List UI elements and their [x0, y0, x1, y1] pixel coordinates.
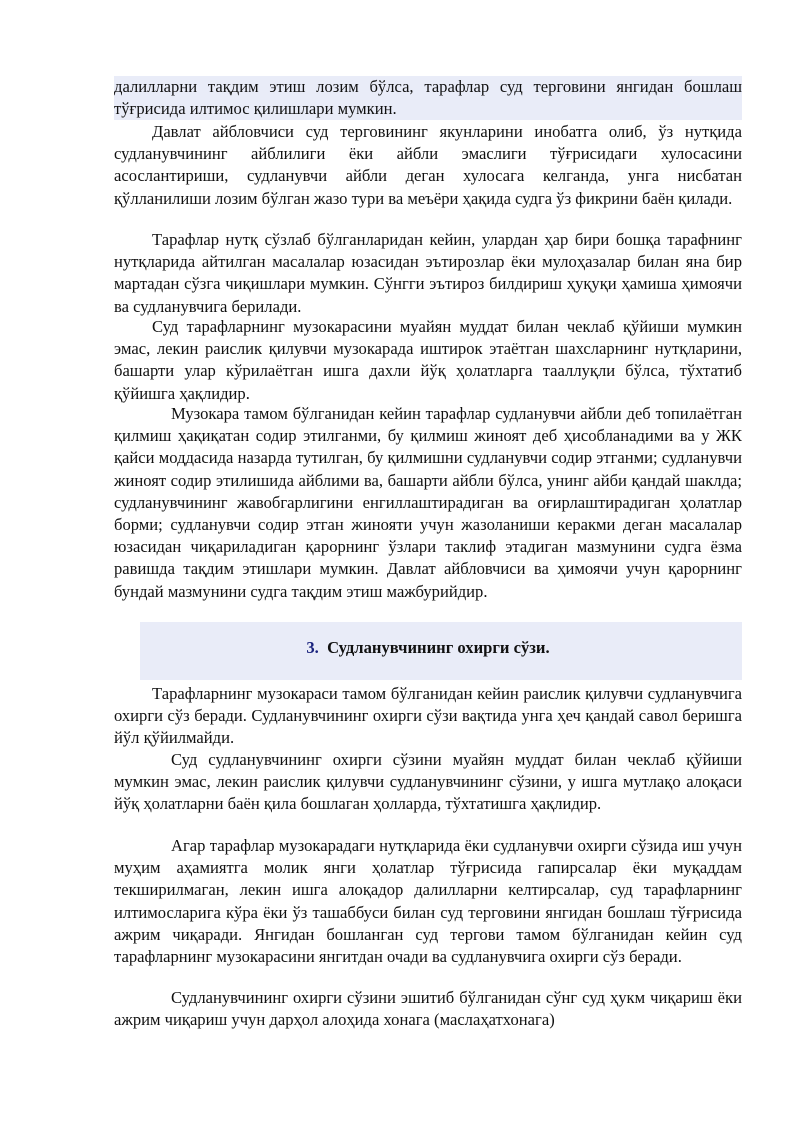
- section-title: Судланувчининг охирги сўзи.: [327, 638, 550, 657]
- paragraph-continuation: далилларни тақдим этиш лозим бўлса, тарафлар суд терговини янгидан бошлаш тўғрисида илтимос қилишлари мумкин.: [114, 77, 742, 119]
- paragraph-deliberation-room: Судланувчининг охирги сўзини эшитиб бўлганидан сўнг суд ҳукм чиқариш ёки ажрим чиқариш учун дарҳол алоҳида хонага (маслаҳатхонага): [114, 988, 742, 1030]
- paragraph-debate-limit: Суд тарафларнинг музокарасини муайян муддат билан чеклаб қўйиши мумкин эмас, лекин раислик қилувчи музокарада иштирок этаётган шахсларнинг нутқларини, башарти улар кўрилаётган ишга дахли йўқ ҳолатларга тааллуқли бўлса, тўхтатиб қўйишга ҳақлидир.: [114, 317, 742, 403]
- paragraph-last-word-given: Тарафларнинг музокараси тамом бўлганидан кейин раислик қилувчи судланувчига охирги сўз беради. Судланувчининг охирги сўзи вақтида унга ҳеч қандай савол беришга йўл қўйилмайди.: [114, 684, 742, 748]
- section-heading: [114, 637, 742, 659]
- paragraph-written-proposals: Музокара тамом бўлганидан кейин тарафлар судланувчи айбли деб топилаётган қилмиш ҳақиқатан содир этилганми, бу қилмиш жиноят деб ҳисобланадими ва у ЖК қайси моддасида назарда тутилган, бу қилмишни судланувчи содир этганми; судланувчи жиноят содир этилишида айблими ва, башарти айбли бўлса, унинг айби қандай шаклда; судланувчининг жавобгарлигини енгиллаштирадиган ва оғирлаштирадиган ҳолатлар борми; судланувчи содир этган жинояти учун жазоланиши керакми деган масалалар юзасидан чиқариладиган қарорнинг ўзлари таклиф этадиган мазмунини судга ёзма равишда тақдим этишлари мумкин. Давлат айбловчиси ва ҳимоячи учун қарорнинг бундай мазмунини судга тақдим этиш мажбурийдир.: [114, 404, 742, 601]
- paragraph-prosecutor-speech: Давлат айбловчиси суд терговининг якунларини инобатга олиб, ўз нутқида судланувчининг айблилиги ёки айбли эмаслиги тўғрисидаги хулосасини асослантириши, судланувчи айбли деган хулосага келганда, унга нисбатан қўлланилиши лозим бўлган жазо тури ва меъёри ҳақида судга ўз фикрини баён қилади.: [114, 122, 742, 208]
- section-number: 3.: [306, 638, 319, 657]
- paragraph-resume-investigation: Агар тарафлар музокарадаги нутқларида ёки судланувчи охирги сўзида иш учун муҳим аҳамиятга молик янги ҳолатлар тўғрисида гапирсалар ёки муқаддам текширилмаган, лекин ишга алоқадор далилларни келтирсалар, суд тарафларнинг илтимосларига кўра ёки ўз ташаббуси билан суд терговини янгидан бошлаш тўғрисида ажрим чиқаради. Янгидан бошланган суд тергови тамом бўлганидан кейин суд тарафларнинг музокарасини янгитдан очади ва судланувчига охирги сўз беради.: [114, 836, 742, 967]
- paragraph-parties-objections: Тарафлар нутқ сўзлаб бўлганларидан кейин, улардан ҳар бири бошқа тарафнинг нутқларида айтилган масалалар юзасидан эътирозлар ёки мулоҳазалар билан яна бир мартадан сўзга чиқишлари мумкин. Сўнгги эътироз билдириш ҳуқуқи ҳамиша ҳимоячи ва судланувчига берилади.: [114, 230, 742, 316]
- paragraph-last-word-limit: Суд судланувчининг охирги сўзини муайян муддат билан чеклаб қўйиши мумкин эмас, лекин раислик қилувчи судланувчининг сўзини, у ишга мутлақо алоқаси йўқ ҳолатларни баён қила бошлаган ҳолларда, тўхтатишга ҳақлидир.: [114, 750, 742, 814]
